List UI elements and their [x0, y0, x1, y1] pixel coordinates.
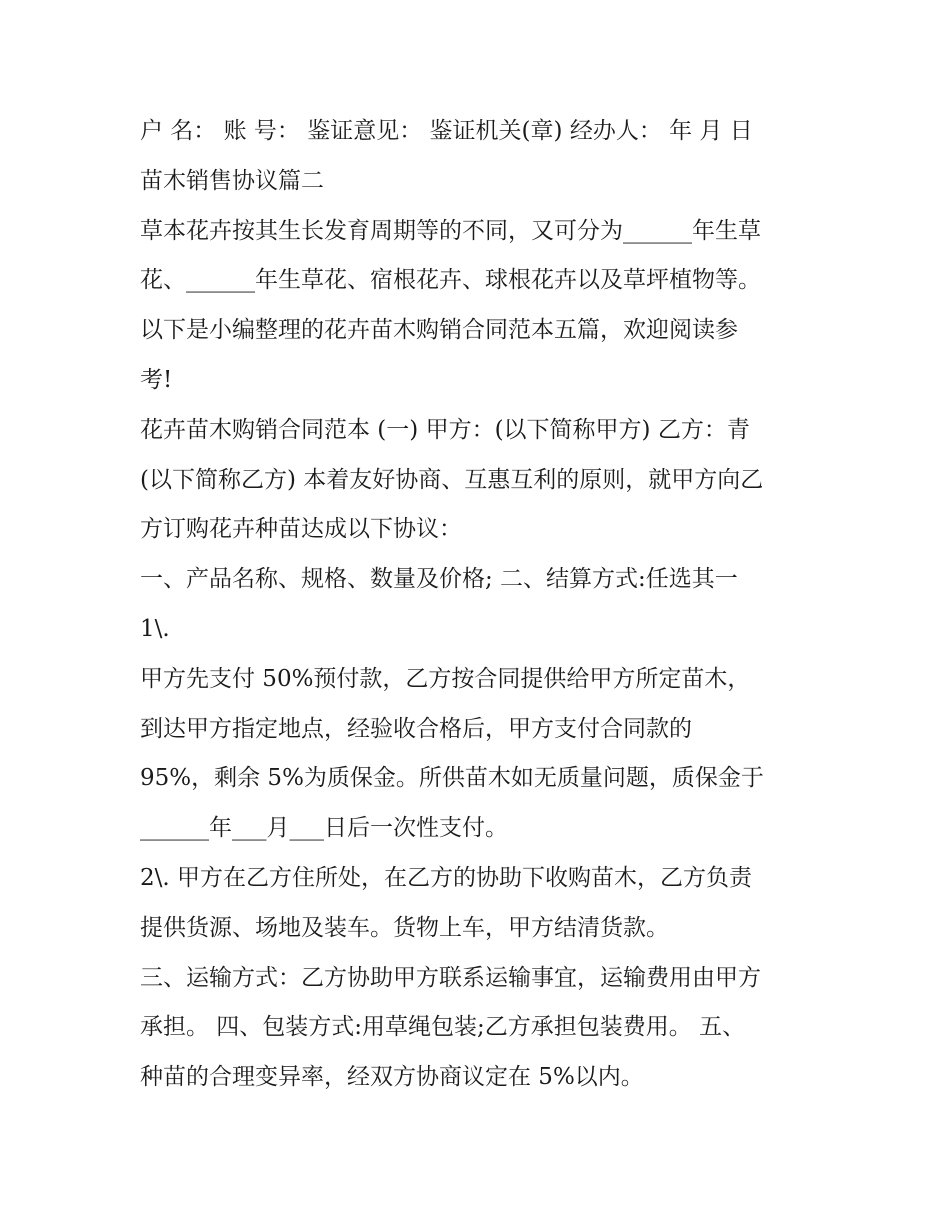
text-line: 提供货源、场地及装车。货物上车，甲方结清货款。 [140, 914, 669, 941]
text-line: 方订购花卉种苗达成以下协议： [140, 516, 462, 543]
text-line: 以下是小编整理的花卉苗木购销合同范本五篇，欢迎阅读参 [140, 317, 738, 344]
text-line: 甲方先支付 50%预付款，乙方按合同提供给甲方所定苗木， [140, 665, 751, 692]
text-line: 户 名： 账 号： 鉴证意见： 鉴证机关(章) 经办人： 年 月 日 [140, 118, 753, 144]
document-body [140, 107, 830, 1103]
text-line: 花、______年生草花、宿根花卉、球根花卉以及草坪植物等。 [140, 267, 761, 294]
text-line: ______年___月___日后一次性支付。 [140, 815, 508, 842]
text-line: 草本花卉按其生长发育周期等的不同，又可分为______年生草 [140, 217, 761, 244]
text-line: 花卉苗木购销合同范本 (一) 甲方：(以下简称甲方) 乙方：青 [140, 416, 750, 443]
text-line: (以下简称乙方) 本着友好协商、互惠互利的原则，就甲方向乙 [140, 466, 764, 493]
text-line: 三、运输方式：乙方协助甲方联系运输事宜，运输费用由甲方 [140, 964, 761, 991]
text-line: 95%，剩余 5%为质保金。所供苗木如无质量问题，质保金于 [140, 765, 764, 792]
text-line: 一、产品名称、规格、数量及价格; 二、结算方式:任选其一 [140, 566, 738, 593]
text-line: 到达甲方指定地点，经验收合格后，甲方支付合同款的 [140, 715, 692, 742]
text-line: 2\. 甲方在乙方住所处，在乙方的协助下收购苗木，乙方负责 [140, 864, 753, 891]
section-title: 苗木销售协议篇二 [140, 167, 324, 194]
text-line: 承担。 四、包装方式:用草绳包装;乙方承担包装费用。 五、 [140, 1014, 746, 1041]
text-line: 考! [140, 366, 173, 393]
text-line: 1\. [140, 615, 170, 642]
text-line: 种苗的合理变异率，经双方协商议定在 5%以内。 [140, 1064, 644, 1091]
